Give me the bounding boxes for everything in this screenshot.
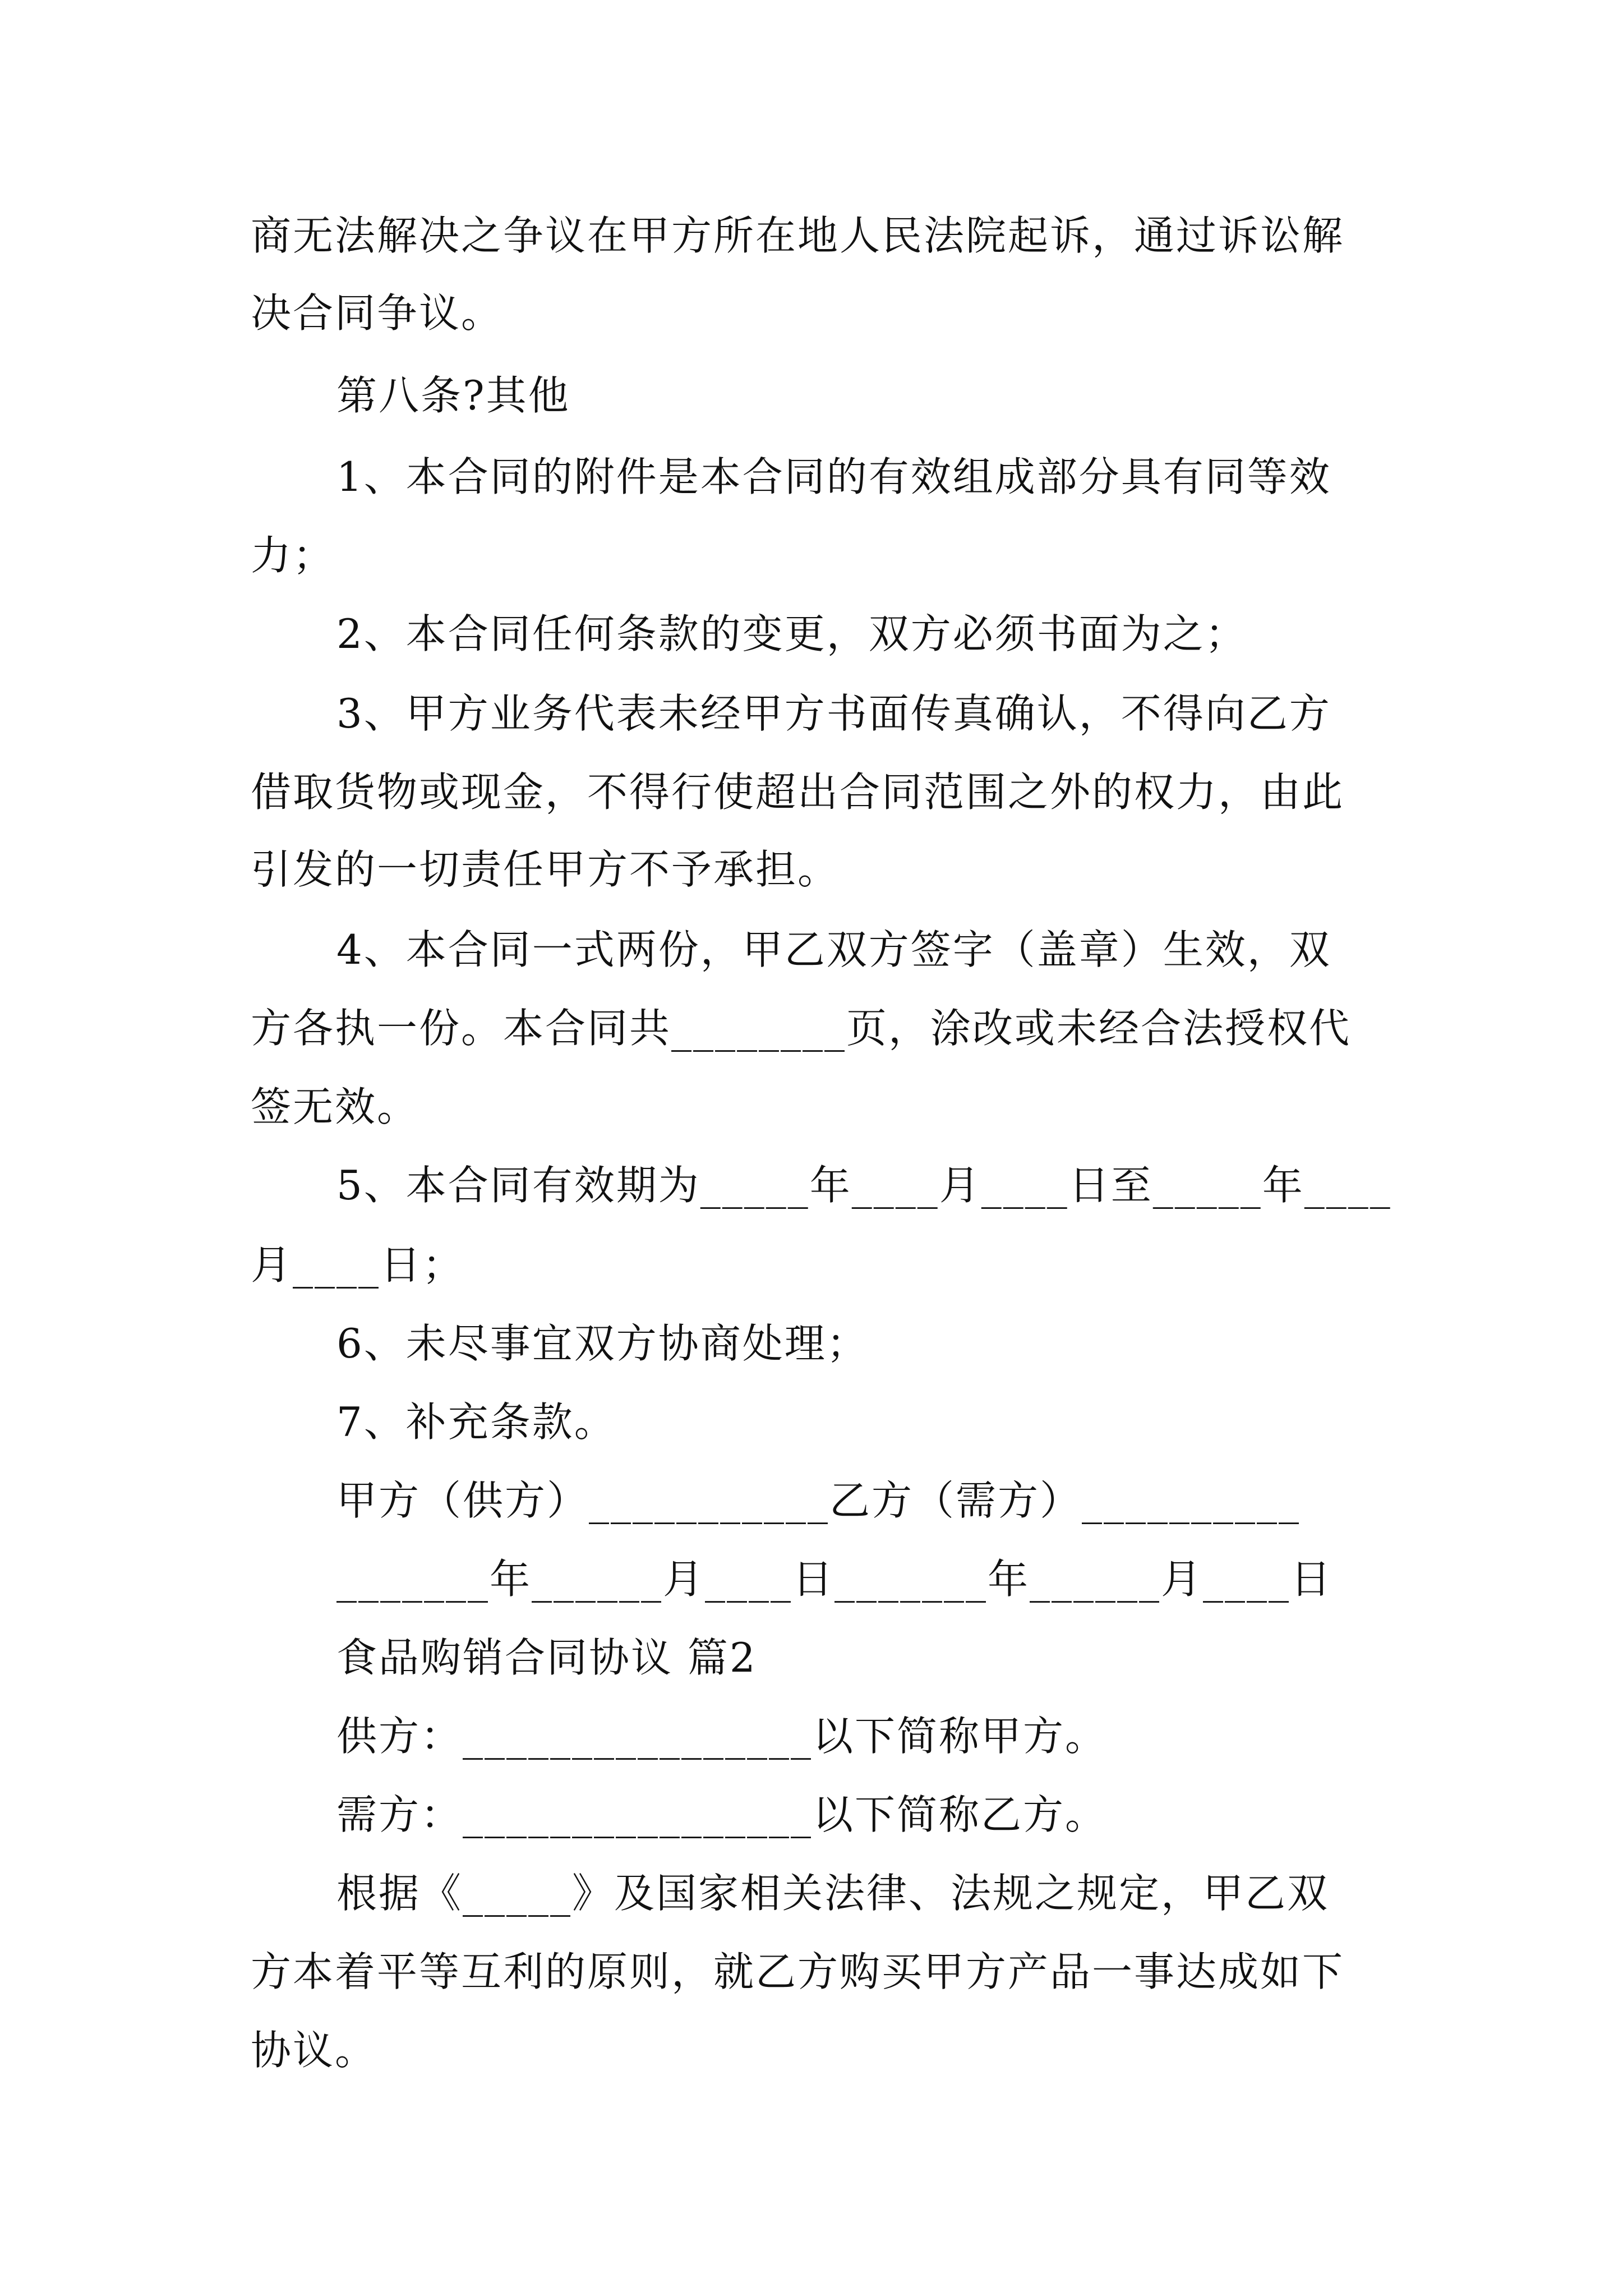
clause-line: 2、本合同任何条款的变更，双方必须书面为之； — [336, 610, 1247, 657]
clause-line: 5、本合同有效期为_____年____月____日至_____年____ — [336, 1162, 1392, 1209]
clause-line: 月____日； — [251, 1241, 465, 1289]
clause-line: 7、补充条款。 — [336, 1398, 616, 1446]
signature-line: 甲方（供方）___________乙方（需方）__________ — [336, 1477, 1301, 1524]
clause-line: 3、甲方业务代表未经甲方书面传真确认，不得向乙方 — [336, 690, 1331, 737]
clause-line: 力； — [251, 532, 335, 579]
section-title: 食品购销合同协议 篇2 — [336, 1634, 757, 1681]
clause-line: 6、未尽事宜双方协商处理； — [336, 1320, 869, 1367]
clause-line: 1、本合同的附件是本合同的有效组成部分具有同等效 — [336, 453, 1331, 500]
date-line: _______年______月____日_______年______月____日 — [336, 1556, 1332, 1603]
buyer-line: 需方：________________以下简称乙方。 — [336, 1791, 1108, 1838]
section-heading: 第八条?其他 — [336, 372, 570, 419]
supplier-line: 供方：________________以下简称甲方。 — [336, 1713, 1108, 1760]
paragraph-line: 方本着平等互利的原则，就乙方购买甲方产品一事达成如下 — [251, 1948, 1345, 1995]
clause-line: 借取货物或现金，不得行使超出合同范围之外的权力，由此 — [251, 769, 1345, 816]
clause-line: 引发的一切责任甲方不予承担。 — [251, 846, 840, 893]
clause-line: 方各执一份。本合同共________页，涂改或未经合法授权代 — [251, 1005, 1352, 1052]
paragraph-line: 决合同争议。 — [251, 289, 504, 337]
paragraph-line: 协议。 — [251, 2027, 377, 2074]
clause-line: 签无效。 — [251, 1083, 419, 1130]
paragraph-line: 商无法解决之争议在甲方所在地人民法院起诉，通过诉讼解 — [251, 212, 1345, 259]
clause-line: 4、本合同一式两份，甲乙双方签字（盖章）生效，双 — [336, 926, 1331, 973]
paragraph-line: 根据《_____》及国家相关法律、法规之规定，甲乙双 — [336, 1870, 1330, 1917]
